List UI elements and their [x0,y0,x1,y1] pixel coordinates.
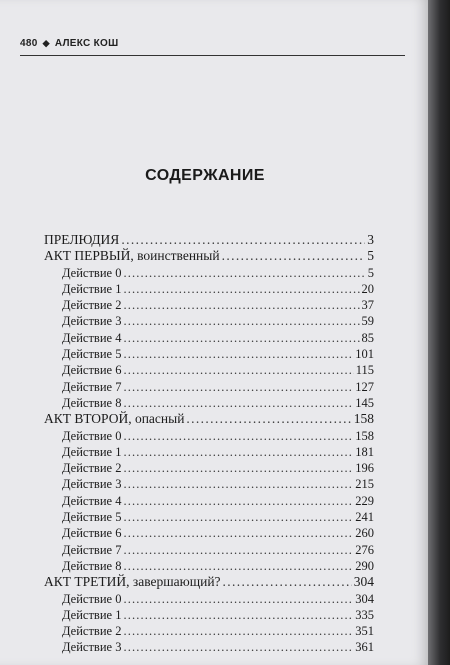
toc-entry-row [44,542,374,558]
toc-entry-row [44,379,374,395]
toc-entry-row [44,476,374,492]
dot-leader [123,639,353,655]
toc-entry-row [44,607,374,623]
toc-page-number: 260 [355,526,374,541]
toc-entry-row [44,346,374,362]
dot-leader [123,460,353,476]
dot-leader [186,411,351,427]
toc-entry-label: Действие 6 [62,363,122,378]
toc-entry-row [44,444,374,460]
toc-entry-label: Действие 4 [62,493,122,508]
toc-entry-row [44,395,374,411]
toc-entry-label: Действие 0 [62,265,122,280]
toc-section-row [44,248,374,264]
toc-page-number: 101 [355,347,374,362]
toc-entry-row [44,591,374,607]
dot-leader [123,428,353,444]
dot-leader [123,558,353,574]
toc-entry-label: Действие 1 [62,607,122,622]
toc-entry-label: Действие 7 [62,379,122,394]
dot-leader [123,476,353,492]
dot-leader [123,509,353,525]
toc-page-number: 59 [361,314,374,329]
author-name: АЛЕКС КОШ [54,38,119,49]
toc-entry-row [44,428,374,444]
toc-entry-row [44,330,374,346]
toc-entry-label: Действие 8 [62,395,122,410]
toc-page-number: 37 [361,298,374,313]
toc-page-number: 351 [355,624,374,639]
toc-entry-label: Действие 0 [62,428,122,443]
dot-leader [123,281,359,297]
dot-leader [123,591,353,607]
dot-leader [123,444,353,460]
dot-leader [123,313,359,329]
toc-entry-row [44,265,374,281]
toc-entry-row [44,558,374,574]
toc-page-number: 127 [355,379,374,394]
toc-entry-row [44,509,374,525]
header-rule [20,55,405,56]
toc-entry-label: Действие 5 [62,510,122,525]
toc-page-number: 145 [355,395,374,410]
toc-page-number: 181 [355,444,374,459]
page-title: СОДЕРЖАНИЕ [145,167,265,184]
dot-leader [123,379,353,395]
running-header [20,38,405,49]
toc-entry-row [44,525,374,541]
table-of-contents [44,232,374,656]
toc-page-number: 241 [355,510,374,525]
toc-page-number: 158 [353,411,374,427]
toc-page-number: 20 [361,281,374,296]
toc-page-number: 215 [355,477,374,492]
dot-leader [222,248,366,264]
dot-leader [123,607,353,623]
toc-entry-row [44,313,374,329]
toc-entry-label: Действие 3 [62,640,122,655]
toc-page-number: 304 [353,574,374,590]
toc-section-row [44,574,374,590]
diamond-separator-icon: ◆ [42,38,50,48]
toc-entry-label: Действие 7 [62,542,122,557]
toc-page-number: 361 [355,640,374,655]
toc-page-number: 335 [355,607,374,622]
toc-entry-row [44,297,374,313]
dot-leader [123,297,359,313]
dot-leader [123,265,365,281]
toc-entry-row [44,639,374,655]
toc-entry-label: Действие 0 [62,591,122,606]
toc-entry-row [44,460,374,476]
toc-page-number: 85 [361,330,374,345]
toc-entry-row [44,623,374,639]
toc-page-number: 290 [355,558,374,573]
dot-leader [123,362,353,378]
toc-page-number: 276 [355,542,374,557]
dot-leader [123,493,353,509]
dot-leader [123,346,353,362]
dot-leader [223,574,352,590]
dot-leader [123,395,353,411]
toc-section-row [44,411,374,427]
toc-page-number: 196 [355,461,374,476]
toc-entry-label: Действие 4 [62,330,122,345]
toc-entry-label: АКТ ТРЕТИЙ, завершающий? [44,574,221,590]
toc-entry-label: Действие 5 [62,347,122,362]
toc-page-number: 3 [367,232,374,247]
toc-entry-row [44,493,374,509]
toc-entry-label: ПРЕЛЮДИЯ [44,232,120,247]
toc-entry-label: Действие 3 [62,314,122,329]
toc-page-number: 229 [355,493,374,508]
toc-entry-label: Действие 2 [62,298,122,313]
toc-entry-label: Действие 2 [62,461,122,476]
dot-leader [123,525,353,541]
toc-entry-label: Действие 8 [62,558,122,573]
toc-entry-label: АКТ ПЕРВЫЙ, воинственный [44,248,220,264]
toc-page-number: 5 [367,265,374,280]
toc-entry-label: Действие 2 [62,624,122,639]
dot-leader [123,623,353,639]
toc-entry-label: Действие 1 [62,281,122,296]
toc-entry-row [44,281,374,297]
toc-page-number: 158 [355,428,374,443]
toc-page-number: 5 [367,248,374,264]
toc-entry-row [44,362,374,378]
toc-entry-label: Действие 3 [62,477,122,492]
toc-section-row [44,232,374,248]
toc-page-number: 115 [355,363,374,378]
toc-entry-label: Действие 1 [62,444,122,459]
toc-entry-label: АКТ ВТОРОЙ, опасный [44,411,185,427]
toc-entry-label: Действие 6 [62,526,122,541]
page-number: 480 [20,38,38,49]
dot-leader [123,542,353,558]
dot-leader [123,330,359,346]
dot-leader [121,232,365,248]
toc-page-number: 304 [355,591,374,606]
book-spine-edge [428,0,450,665]
